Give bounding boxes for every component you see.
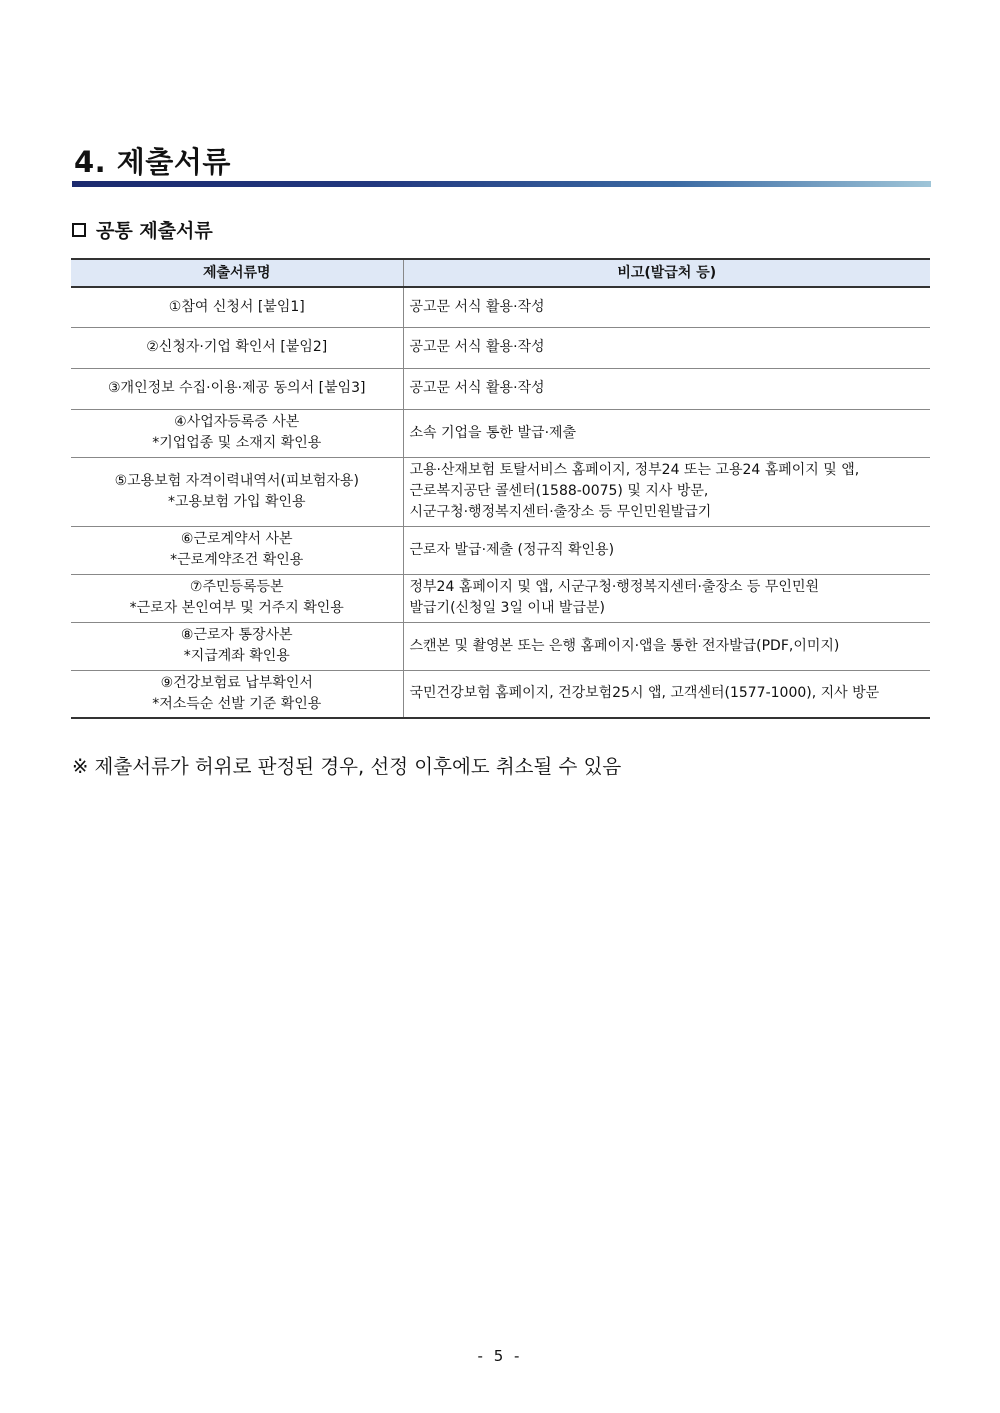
document-name-cell [71, 670, 403, 718]
document-name-cell [71, 409, 403, 457]
table-row [71, 574, 930, 622]
document-purpose-note: *지급계좌 확인용 [183, 648, 290, 664]
table-header-row [71, 259, 930, 287]
remarks-cell [403, 457, 930, 526]
remarks-text: 정부24 홈페이지 및 앱, 시군구청·행정복지센터·출장소 등 무인민원 [409, 579, 819, 595]
document-name-cell [71, 526, 403, 574]
remarks-cell [403, 327, 930, 368]
document-purpose-note: *근로계약조건 확인용 [170, 552, 304, 568]
documents-table [71, 258, 930, 719]
document-name: ①참여 신청서 [붙임1] [168, 298, 305, 315]
remarks-text: 고용·산재보험 토탈서비스 홈페이지, 정부24 또는 고용24 홈페이지 및 앱, [409, 462, 860, 478]
document-name-cell [71, 622, 403, 670]
remarks-text: 근로복지공단 콜센터(1588-0075) 및 지사 방문, [409, 483, 709, 499]
document-name: ⑧근로자 통장사본 [180, 627, 293, 643]
table-row [71, 409, 930, 457]
document-name: ⑦주민등록등본 [189, 579, 284, 595]
remarks-text: 소속 기업을 통한 발급·제출 [409, 424, 577, 441]
document-purpose-note: *고용보험 가입 확인용 [167, 493, 306, 510]
remarks-text: 근로자 발급·제출 (정규직 확인용) [409, 541, 615, 558]
table-row [71, 622, 930, 670]
checkbox-square-icon [72, 223, 86, 237]
document-purpose-note: *저소득순 선발 기준 확인용 [152, 695, 322, 712]
footnote-warning: ※ 제출서류가 허위로 판정된 경우, 선정 이후에도 취소될 수 있음 [72, 755, 622, 778]
column-header-remarks: 비고(발급처 등) [403, 259, 930, 287]
remarks-cell [403, 526, 930, 574]
remarks-cell [403, 574, 930, 622]
remarks-text: 스캔본 및 촬영본 또는 은행 홈페이지·앱을 통한 전자발급(PDF,이미지) [409, 637, 840, 654]
remarks-text: 시군구청·행정복지센터·출장소 등 무인민원발급기 [409, 504, 712, 520]
page-number: - 5 - [477, 1347, 523, 1365]
remarks-text: 공고문 서식 활용·작성 [409, 339, 545, 355]
table-row [71, 327, 930, 368]
document-name-cell [71, 287, 403, 327]
document-name: ⑨건강보험료 납부확인서 [160, 674, 313, 691]
remarks-text: 발급기(신청일 3일 이내 발급분) [409, 600, 605, 616]
table-row [71, 526, 930, 574]
remarks-cell [403, 409, 930, 457]
remarks-cell [403, 622, 930, 670]
document-name-cell [71, 368, 403, 409]
title-underline [72, 181, 931, 187]
subsection-heading [72, 216, 213, 243]
document-name: ②신청자·기업 확인서 [붙임2] [146, 339, 328, 355]
remarks-cell [403, 368, 930, 409]
subsection-title: 공통 제출서류 [96, 220, 213, 242]
document-name: ⑥근로계약서 사본 [180, 531, 293, 547]
remarks-cell [403, 670, 930, 718]
table-row [71, 368, 930, 409]
remarks-text: 국민건강보험 홈페이지, 건강보험25시 앱, 고객센터(1577-1000), 지사 방문 [409, 685, 880, 702]
document-name-cell [71, 574, 403, 622]
column-header-document-name: 제출서류명 [71, 259, 403, 287]
table-row [71, 287, 930, 327]
document-purpose-note: *기업업종 및 소재지 확인용 [152, 435, 322, 451]
section-title: 4. 제출서류 [74, 145, 231, 179]
document-name: ⑤고용보험 자격이력내역서(피보험자용) [114, 472, 359, 489]
remarks-cell [403, 287, 930, 327]
document-name-cell [71, 457, 403, 526]
table-row [71, 670, 930, 718]
remarks-text: 공고문 서식 활용·작성 [409, 298, 545, 315]
document-purpose-note: *근로자 본인여부 및 거주지 확인용 [129, 600, 344, 616]
remarks-text: 공고문 서식 활용·작성 [409, 380, 545, 396]
document-name: ③개인정보 수집·이용·제공 동의서 [붙임3] [108, 380, 366, 396]
document-name-cell [71, 327, 403, 368]
document-name: ④사업자등록증 사본 [174, 414, 300, 430]
table-row [71, 457, 930, 526]
